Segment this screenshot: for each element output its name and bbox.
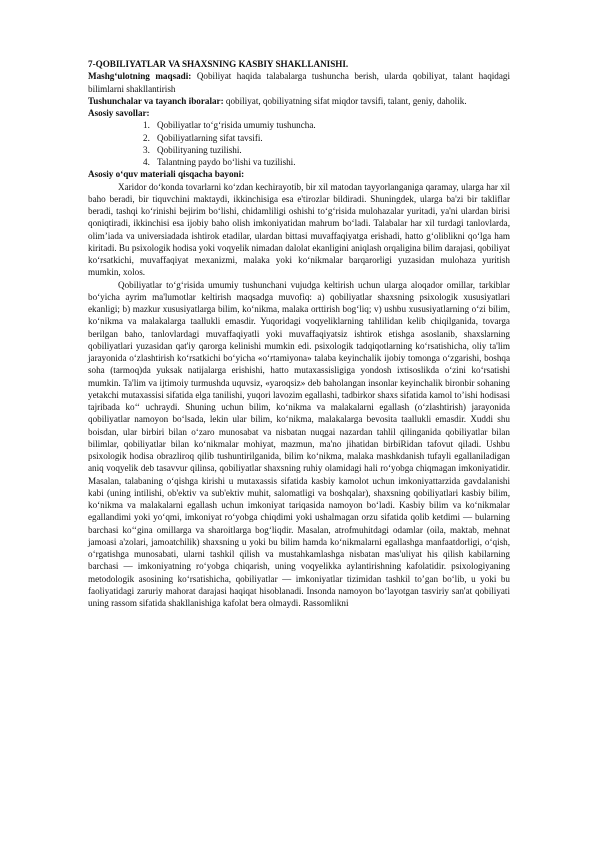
lesson-goal-label: Mashg‘ulotning maqsadi: bbox=[88, 71, 192, 82]
list-item-text: Qobiliyatlar to‘g‘risida umumiy tushuncha. bbox=[157, 120, 316, 131]
list-item bbox=[143, 119, 510, 131]
list-item-number: 3. bbox=[143, 144, 150, 155]
key-concepts-label: Tushunchalar va tayanch iboralar: bbox=[88, 95, 224, 106]
list-item-number: 4. bbox=[143, 157, 150, 167]
page-title: 7-QOBILIYATLAR VA SHAXSNING KASBIY SHAKLLANISHI. bbox=[88, 59, 349, 69]
key-concepts-text: qobiliyat, qobiliyatning sifat miqdor tavsifi, talant, geniy, daholik. bbox=[223, 95, 467, 106]
document-page bbox=[88, 58, 510, 609]
body-paragraph-2: Qobiliyatlar to‘g‘risida umumiy tushunchani vujudga keltirish uchun ularga aloqador omillar, tarkiblar bo‘yicha ayrim ma'lumotlar keltirish maqsadga muvofiq: a) qobiliyatlar shaxsning psixologik xususiyatlari ekanligi; b) mazkur xususiyatlarga bilim, ko‘nikma, malaka orttirish bog‘liq; v) ushbu xususiyatlarning o‘zi bilim, ko‘nikma va malakalarga taallukli emasdir. Yuqoridagi voqyeliklarning tahlilidan kelib chiqilganida, tovarga berilgan baho, tanlovlardagi muvaffaqiyatli yoki muvaffaqiyatsiz ishtirok etishga asoslanib, shaxslarning qobiliyatlari yuzasidan qat'iy qarorga kelinishi mumkin edi. psixologik tadqiqotlarning ko‘rsatishicha, oliy ta'lim jarayonida o‘zlashtirish ko‘rsatkichi bo‘yicha «o‘rtamiyona» talaba keyinchalik ijobiy tomonga o‘zgarishi, boshqa soha (tarmoq)da yuksak natijalarga erishishi, hatto mutaxassisligiga yondosh ixtisoslikda o‘zini ko‘rsatishi mumkin. Ta'lim va ijtimoiy turmushda uquvsiz, «yaroqsiz» deb baholangan insonlar keyinchalik bironbir sohaning yetakchi mutaxassisi sifatida elga tanilishi, yuqori lavozim egallashi, tadbirkor shaxs sifatida kamol to’ishi hodisasi tajribada ko‘‘ uchraydi. Shuning uchun bilim, ko‘nikma va malakalarni egallash (o‘zlashtirish) jarayonida qobiliyatlar namoyon bo‘lsada, lekin ular bilim, ko‘nikma, malakalarga bevosita taallukli emasdir. Xuddi shu boisdan, ular birbiri bilan o‘zaro munosabat va nisbatan nuqgai nazardan tahlil qilinganida qobiliyatlar bilan bilimlar, qobiliyatlar bilan ko‘nikmalar mohiyat, mazmun, ma'no jihatidan birbiRidan tafovut qiladi. Ushbu psixologik hodisa obrazliroq qilib tushuntirilganida, bilim ko‘nikma, malaka mashkdanish tufayli egallaniladigan aniq voqyelik deb tasavvur qilinsa, qobiliyatlar shaxsning ruhiy olamidagi hali ro‘yobga chiqmagan imkoniyatidir. Masalan, talabaning o‘qishga kirishi u mutaxassis sifatida kasbiy kamolot uchun imkoniyattarzida gavdalanishi kabi (uning intilishi, ob'ektiv va sub'ektiv muhit, salomatligi va boshqalar), shaxsning qobiliyatlari kasbiy bilim, ko‘nikma va malakalarni egallash uchun imkoniyat tariqasida namoyon bo‘ladi. Kasbiy bilim va ko‘nikmalar egallandimi yoki yo‘qmi, imkoniyat ro‘yobga chiqdimi yoki ushalmagan orzu sifatida qolib ketdimi — bularning barchasi ko‘‘gina omillarga va sharoitlarga bog‘liqdir. Masalan, atrofmuhitdagi odamlar (oila, maktab, mehnat jamoasi a'zolari, jamoatchilik) shaxsning u yoki bu bilim hamda ko‘nikmalarni egallashga manfaatdorligi, o‘qish, o‘rgatishga munosabati, ularni tashkil qilish va mustahkamlashga nisbatan mas'uliyat his qilish kabilarning barchasi — imkoniyatning ro‘yobga chiqarish, uning voqyelikka aylantirishning kafolatidir. psixologiyaning metodologik asosining ko‘rsatishicha, qobiliyatlar — imkoniyatlar tizimidan tashkil to’gan bo‘lib, u yoki bu faoliyatidagi zaruriy mahorat darajasi haqiqat hisoblanadi. Insonda namoyon bo‘layotgan tasviriy san'at qobiliyati uning rassom sifatida shakllanishiga kafolat bera olmaydi. Rassomlikni bbox=[88, 279, 510, 608]
brief-heading: Asosiy o‘quv materiali qisqacha bayoni: bbox=[88, 169, 245, 180]
list-item-text: Talantning paydo bo‘lishi va tuzilishi. bbox=[157, 157, 296, 167]
key-concepts bbox=[88, 95, 510, 107]
list-item bbox=[143, 156, 510, 168]
list-item-text: Qobilityaning tuzilishi. bbox=[157, 144, 242, 155]
list-item bbox=[143, 132, 510, 144]
list-item-number: 2. bbox=[143, 132, 150, 143]
lesson-goal-text: Qobiliyat haqida talabalarga tushuncha berish, ularda qobiliyat, talant haqidagi bilimlarni shakllantirish bbox=[88, 71, 510, 94]
list-item-number: 1. bbox=[143, 120, 150, 131]
questions-list bbox=[88, 119, 510, 168]
questions-heading: Asosiy savollar: bbox=[88, 108, 150, 118]
list-item bbox=[143, 144, 510, 156]
body-paragraph-1: Xaridor do‘konda tovarlarni ko‘zdan kechirayotib, bir xil matodan tayyorlanganiga qaramay, ularga har xil baho beradi, bir tiquvchini maktaydi, ikkinchisiga esa e'tirozlar bildiradi. Shuningdek, ularga ba'zi bir takliflar beradi, tashqi ko‘rinishi bejirim bo‘lishi, chidamliligi oshishi to‘g‘risida mulohazalar yuritadi, ya'ni ulardan birisi qoniqtiradi, ikkinchisi esa ijobiy baho olish imkoniyatidan mahrum bo‘ladi. Talabalar har xil turdagi tanlovlarda, olim’iada va universiadada ishtirok etadilar, ulardan bittasi muvaffaqiyatga erishadi, hatto g‘oliblikni qo‘lga ham kiritadi. Bu psixologik hodisa yoki voqyelik nimadan dalolat ekanligini aniqlash orqaligina bilim darajasi, qobiliyat ko‘rsatkichi, muvaffaqiyat mexanizmi, malaka yoki ko‘nikmalar barqarorligi yuzasidan mulohaza yuritish mumkin, xolos. bbox=[88, 181, 510, 278]
lesson-goal bbox=[88, 70, 510, 95]
list-item-text: Qobiliyatlarning sifat tavsifi. bbox=[157, 132, 263, 143]
